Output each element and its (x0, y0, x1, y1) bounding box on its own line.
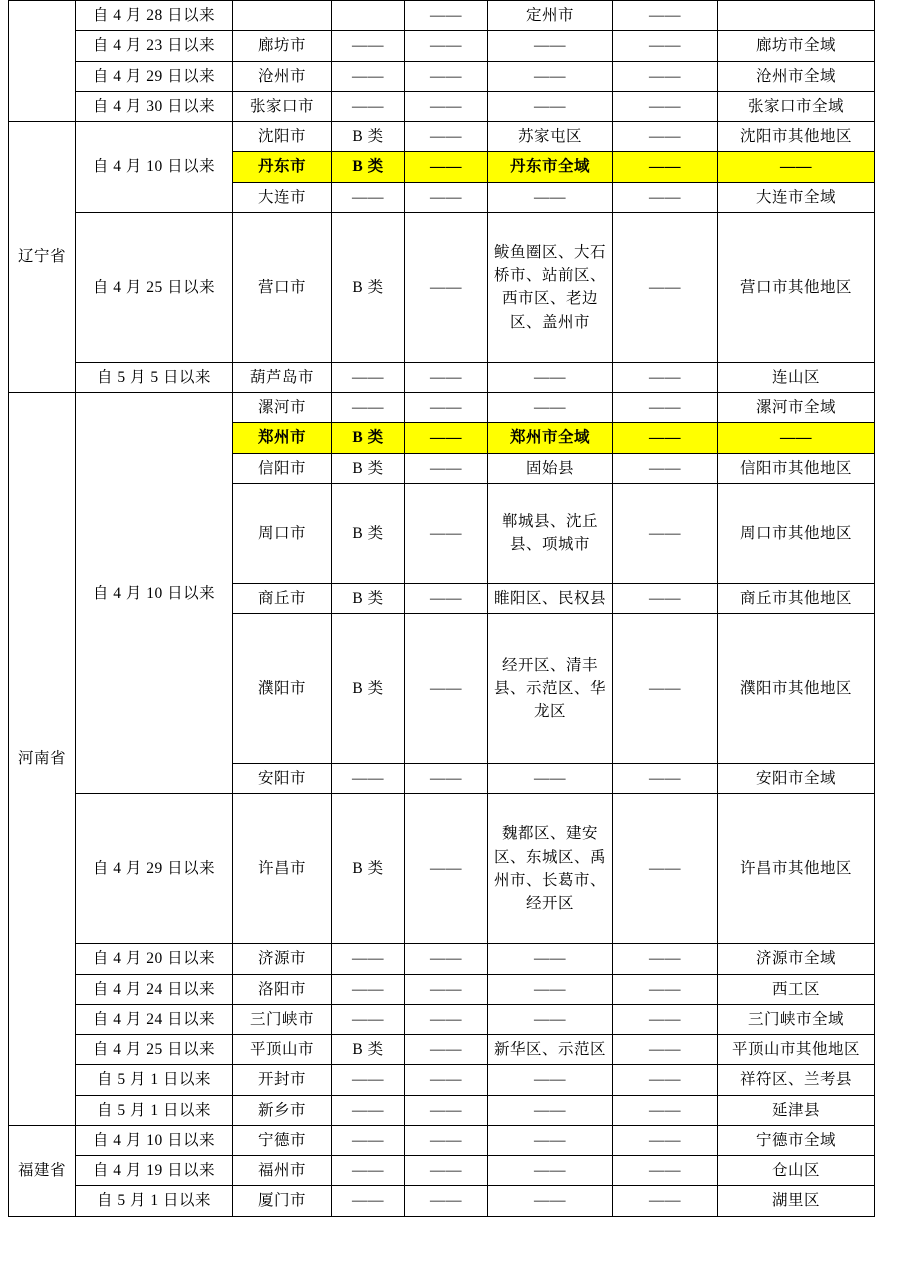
medium-risk-area-cell: 苏家屯区 (488, 122, 613, 152)
medium-risk-area-cell: 新华区、示范区 (488, 1035, 613, 1065)
low-risk-cell: —— (613, 31, 718, 61)
since-date-cell: 自 5 月 1 日以来 (76, 1065, 233, 1095)
other-area-cell: 沧州市全域 (718, 61, 875, 91)
city-cell: 福州市 (233, 1156, 332, 1186)
since-date-cell: 自 4 月 19 日以来 (76, 1156, 233, 1186)
city-cell: 大连市 (233, 182, 332, 212)
since-date-cell: 自 4 月 20 日以来 (76, 944, 233, 974)
table-row (9, 61, 875, 91)
low-risk-cell: —— (613, 453, 718, 483)
low-risk-cell: —— (613, 974, 718, 1004)
high-risk-cell: —— (405, 152, 488, 182)
since-date-cell: 自 4 月 24 日以来 (76, 974, 233, 1004)
other-area-cell: 廊坊市全域 (718, 31, 875, 61)
since-date-cell: 自 4 月 10 日以来 (76, 393, 233, 794)
medium-risk-area-cell: —— (488, 1156, 613, 1186)
city-cell: 许昌市 (233, 794, 332, 944)
other-area-cell: 大连市全域 (718, 182, 875, 212)
table-row (9, 1, 875, 31)
table-row (9, 794, 875, 944)
city-cell: 安阳市 (233, 764, 332, 794)
high-risk-cell: —— (405, 182, 488, 212)
city-cell: 郑州市 (233, 423, 332, 453)
table-row (9, 122, 875, 152)
low-risk-cell: —— (613, 1, 718, 31)
other-area-cell: 祥符区、兰考县 (718, 1065, 875, 1095)
risk-type-cell: B 类 (332, 212, 405, 362)
table-row (9, 1004, 875, 1034)
low-risk-cell: —— (613, 61, 718, 91)
medium-risk-area-cell: —— (488, 182, 613, 212)
other-area-cell: 漯河市全域 (718, 393, 875, 423)
risk-type-cell: B 类 (332, 583, 405, 613)
medium-risk-area-cell: 魏都区、建安区、东城区、禹州市、长葛市、经开区 (488, 794, 613, 944)
low-risk-cell: —— (613, 182, 718, 212)
other-area-cell: 宁德市全域 (718, 1125, 875, 1155)
other-area-cell: —— (718, 152, 875, 182)
table-row (9, 362, 875, 392)
other-area-cell: 沈阳市其他地区 (718, 122, 875, 152)
low-risk-cell: —— (613, 1035, 718, 1065)
low-risk-cell: —— (613, 483, 718, 583)
city-cell: 沧州市 (233, 61, 332, 91)
low-risk-cell: —— (613, 1186, 718, 1216)
since-date-cell: 自 4 月 10 日以来 (76, 122, 233, 213)
low-risk-cell: —— (613, 1004, 718, 1034)
low-risk-cell: —— (613, 423, 718, 453)
since-date-cell: 自 4 月 25 日以来 (76, 1035, 233, 1065)
low-risk-cell: —— (613, 122, 718, 152)
city-cell: 营口市 (233, 212, 332, 362)
high-risk-cell: —— (405, 1125, 488, 1155)
other-area-cell: 仓山区 (718, 1156, 875, 1186)
risk-type-cell: B 类 (332, 794, 405, 944)
table-row (9, 1035, 875, 1065)
table-row (9, 974, 875, 1004)
low-risk-cell: —— (613, 212, 718, 362)
risk-type-cell: —— (332, 944, 405, 974)
medium-risk-area-cell: —— (488, 764, 613, 794)
risk-type-cell: —— (332, 1095, 405, 1125)
low-risk-cell: —— (613, 1125, 718, 1155)
city-cell: 张家口市 (233, 91, 332, 121)
table-body (9, 1, 875, 1217)
risk-type-cell: —— (332, 61, 405, 91)
since-date-cell: 自 4 月 25 日以来 (76, 212, 233, 362)
city-cell: 厦门市 (233, 1186, 332, 1216)
medium-risk-area-cell: —— (488, 1095, 613, 1125)
since-date-cell: 自 4 月 24 日以来 (76, 1004, 233, 1034)
low-risk-cell: —— (613, 1065, 718, 1095)
city-cell: 廊坊市 (233, 31, 332, 61)
low-risk-cell: —— (613, 393, 718, 423)
risk-type-cell: —— (332, 1125, 405, 1155)
city-cell: 商丘市 (233, 583, 332, 613)
city-cell: 葫芦岛市 (233, 362, 332, 392)
high-risk-cell: —— (405, 122, 488, 152)
table-row (9, 91, 875, 121)
medium-risk-area-cell: —— (488, 1186, 613, 1216)
high-risk-cell: —— (405, 362, 488, 392)
since-date-cell: 自 5 月 5 日以来 (76, 362, 233, 392)
other-area-cell: 三门峡市全域 (718, 1004, 875, 1034)
high-risk-cell: —— (405, 1095, 488, 1125)
medium-risk-area-cell: 丹东市全域 (488, 152, 613, 182)
since-date-cell: 自 4 月 30 日以来 (76, 91, 233, 121)
high-risk-cell: —— (405, 1035, 488, 1065)
table-row (9, 1186, 875, 1216)
table-row (9, 31, 875, 61)
medium-risk-area-cell: —— (488, 362, 613, 392)
other-area-cell: 张家口市全域 (718, 91, 875, 121)
risk-type-cell: —— (332, 1004, 405, 1034)
high-risk-cell: —— (405, 1065, 488, 1095)
high-risk-cell: —— (405, 794, 488, 944)
city-cell: 三门峡市 (233, 1004, 332, 1034)
medium-risk-area-cell: —— (488, 1065, 613, 1095)
low-risk-cell: —— (613, 1156, 718, 1186)
low-risk-cell: —— (613, 91, 718, 121)
risk-type-cell: B 类 (332, 122, 405, 152)
other-area-cell: 许昌市其他地区 (718, 794, 875, 944)
high-risk-cell: —— (405, 944, 488, 974)
city-cell: 漯河市 (233, 393, 332, 423)
table-row (9, 212, 875, 362)
high-risk-cell: —— (405, 1186, 488, 1216)
since-date-cell: 自 4 月 29 日以来 (76, 61, 233, 91)
medium-risk-area-cell: —— (488, 91, 613, 121)
risk-type-cell: —— (332, 182, 405, 212)
since-date-cell: 自 4 月 10 日以来 (76, 1125, 233, 1155)
city-cell: 洛阳市 (233, 974, 332, 1004)
city-cell (233, 1, 332, 31)
high-risk-cell: —— (405, 212, 488, 362)
medium-risk-area-cell: 鲅鱼圈区、大石桥市、站前区、西市区、老边区、盖州市 (488, 212, 613, 362)
low-risk-cell: —— (613, 362, 718, 392)
city-cell: 新乡市 (233, 1095, 332, 1125)
since-date-cell: 自 5 月 1 日以来 (76, 1186, 233, 1216)
table-row (9, 1065, 875, 1095)
high-risk-cell: —— (405, 764, 488, 794)
province-cell (9, 1, 76, 122)
medium-risk-area-cell: —— (488, 944, 613, 974)
medium-risk-area-cell: 睢阳区、民权县 (488, 583, 613, 613)
city-cell: 宁德市 (233, 1125, 332, 1155)
risk-type-cell: —— (332, 764, 405, 794)
high-risk-cell: —— (405, 453, 488, 483)
risk-type-cell (332, 1, 405, 31)
high-risk-cell: —— (405, 483, 488, 583)
low-risk-cell: —— (613, 794, 718, 944)
low-risk-cell: —— (613, 614, 718, 764)
risk-type-cell: B 类 (332, 614, 405, 764)
high-risk-cell: —— (405, 61, 488, 91)
table-row (9, 393, 875, 423)
risk-type-cell: —— (332, 1186, 405, 1216)
risk-type-cell: —— (332, 974, 405, 1004)
risk-type-cell: —— (332, 393, 405, 423)
since-date-cell: 自 4 月 28 日以来 (76, 1, 233, 31)
low-risk-cell: —— (613, 1095, 718, 1125)
risk-type-cell: —— (332, 31, 405, 61)
province-cell: 辽宁省 (9, 122, 76, 393)
medium-risk-area-cell: —— (488, 1004, 613, 1034)
risk-type-cell: —— (332, 1156, 405, 1186)
since-date-cell: 自 4 月 23 日以来 (76, 31, 233, 61)
high-risk-cell: —— (405, 1004, 488, 1034)
other-area-cell: 濮阳市其他地区 (718, 614, 875, 764)
medium-risk-area-cell: —— (488, 31, 613, 61)
other-area-cell: —— (718, 423, 875, 453)
medium-risk-area-cell: 经开区、清丰县、示范区、华龙区 (488, 614, 613, 764)
city-cell: 濮阳市 (233, 614, 332, 764)
medium-risk-area-cell: 固始县 (488, 453, 613, 483)
high-risk-cell: —— (405, 393, 488, 423)
other-area-cell: 营口市其他地区 (718, 212, 875, 362)
city-cell: 信阳市 (233, 453, 332, 483)
table-row (9, 944, 875, 974)
other-area-cell: 商丘市其他地区 (718, 583, 875, 613)
other-area-cell: 连山区 (718, 362, 875, 392)
risk-type-cell: B 类 (332, 453, 405, 483)
table-row (9, 1095, 875, 1125)
high-risk-cell: —— (405, 423, 488, 453)
medium-risk-area-cell: 定州市 (488, 1, 613, 31)
city-cell: 平顶山市 (233, 1035, 332, 1065)
city-cell: 丹东市 (233, 152, 332, 182)
high-risk-cell: —— (405, 583, 488, 613)
risk-type-cell: B 类 (332, 1035, 405, 1065)
medium-risk-area-cell: —— (488, 1125, 613, 1155)
risk-type-cell: —— (332, 1065, 405, 1095)
low-risk-cell: —— (613, 152, 718, 182)
table-row (9, 1156, 875, 1186)
other-area-cell: 信阳市其他地区 (718, 453, 875, 483)
high-risk-cell: —— (405, 614, 488, 764)
medium-risk-area-cell: 郸城县、沈丘县、项城市 (488, 483, 613, 583)
other-area-cell: 平顶山市其他地区 (718, 1035, 875, 1065)
risk-type-cell: —— (332, 91, 405, 121)
city-cell: 周口市 (233, 483, 332, 583)
other-area-cell (718, 1, 875, 31)
other-area-cell: 延津县 (718, 1095, 875, 1125)
low-risk-cell: —— (613, 764, 718, 794)
city-cell: 开封市 (233, 1065, 332, 1095)
risk-area-table (8, 0, 875, 1217)
other-area-cell: 西工区 (718, 974, 875, 1004)
risk-type-cell: —— (332, 362, 405, 392)
medium-risk-area-cell: —— (488, 61, 613, 91)
since-date-cell: 自 5 月 1 日以来 (76, 1095, 233, 1125)
low-risk-cell: —— (613, 583, 718, 613)
high-risk-cell: —— (405, 1156, 488, 1186)
high-risk-cell: —— (405, 31, 488, 61)
medium-risk-area-cell: —— (488, 393, 613, 423)
province-cell: 福建省 (9, 1125, 76, 1216)
province-cell: 河南省 (9, 393, 76, 1126)
other-area-cell: 济源市全域 (718, 944, 875, 974)
high-risk-cell: —— (405, 1, 488, 31)
since-date-cell: 自 4 月 29 日以来 (76, 794, 233, 944)
low-risk-cell: —— (613, 944, 718, 974)
risk-type-cell: B 类 (332, 152, 405, 182)
other-area-cell: 湖里区 (718, 1186, 875, 1216)
other-area-cell: 安阳市全域 (718, 764, 875, 794)
high-risk-cell: —— (405, 91, 488, 121)
risk-type-cell: B 类 (332, 483, 405, 583)
city-cell: 济源市 (233, 944, 332, 974)
medium-risk-area-cell: —— (488, 974, 613, 1004)
other-area-cell: 周口市其他地区 (718, 483, 875, 583)
city-cell: 沈阳市 (233, 122, 332, 152)
medium-risk-area-cell: 郑州市全域 (488, 423, 613, 453)
risk-type-cell: B 类 (332, 423, 405, 453)
high-risk-cell: —— (405, 974, 488, 1004)
table-row (9, 1125, 875, 1155)
